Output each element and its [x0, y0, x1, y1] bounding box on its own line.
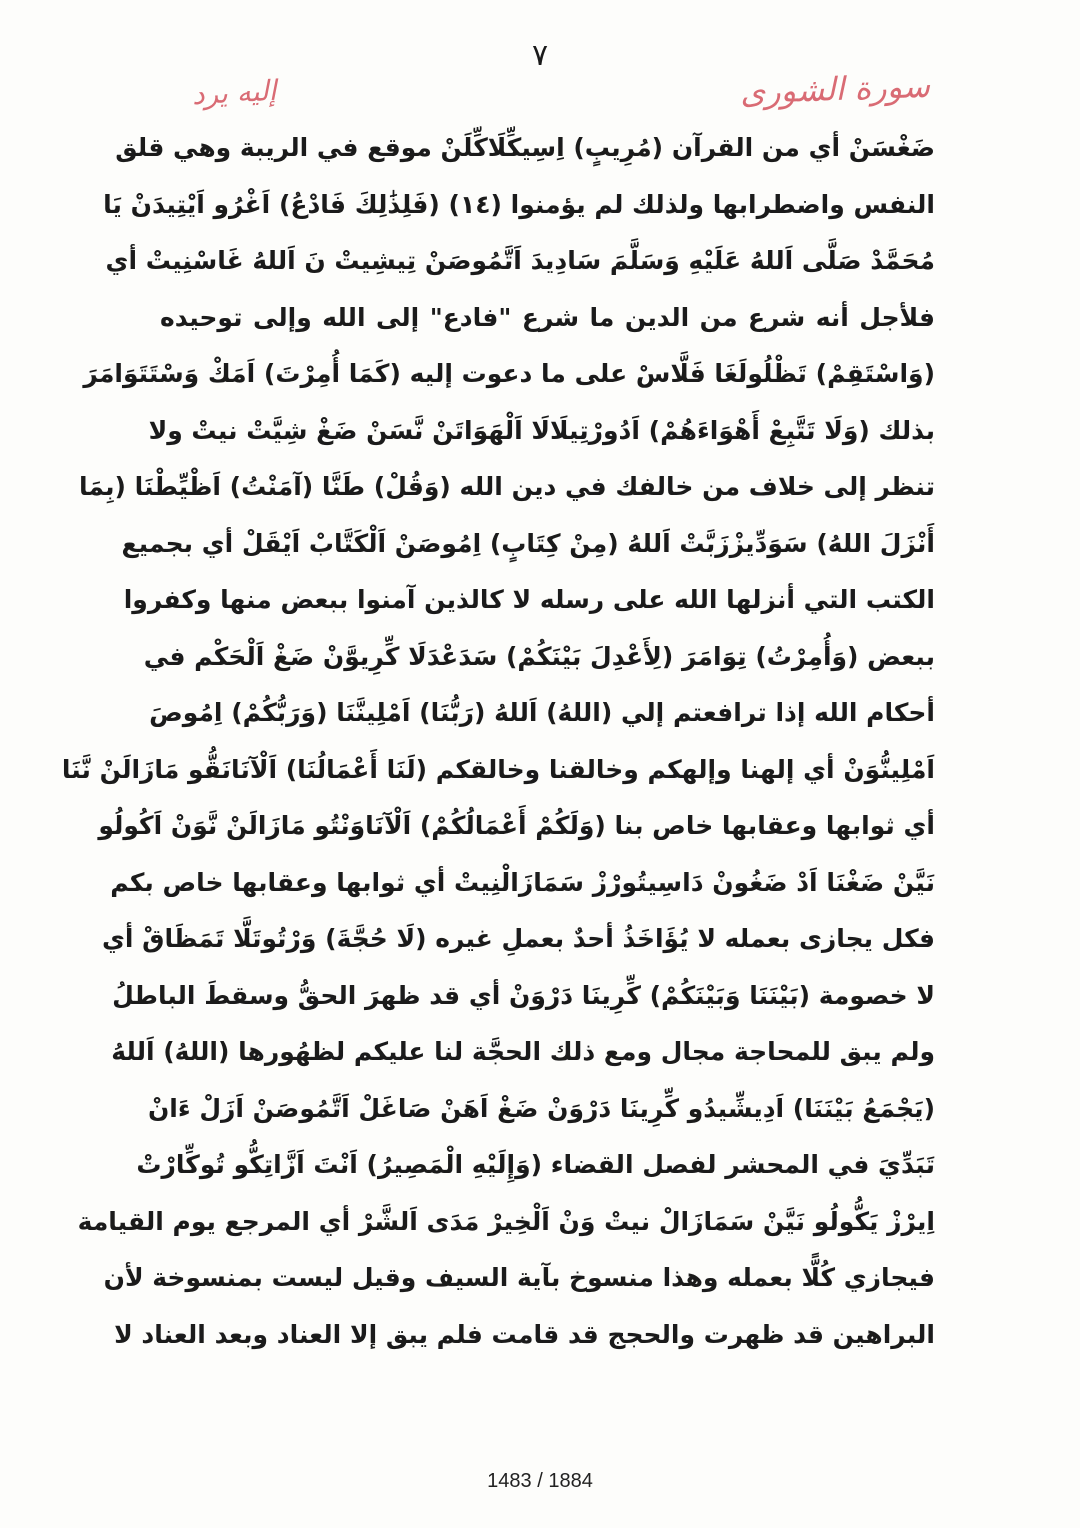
text-line: تنظر إلى خلاف من خالفك في دين الله (وَقُلْ) طَنَّا (آمَنْتُ) اَظْيِّطْنَا (بِمَا [79, 472, 935, 501]
body-text [61, 120, 935, 1363]
text-line: اَمْلِينُّوَنْ أي إلهنا وإلهكم وخالقنا وخالقكم (لَنَا أَعْمَالُنَا) اَلْآنَانَقُّو مَازَالَنْ نَّنَا [61, 754, 935, 784]
text-line: النفس واضطرابها ولذلك لم يؤمنوا (١٤) (فَلِذَٰلِكَ فَادْعُ) اَغْرُو اَيْتِيدَنْ يَا [103, 189, 935, 219]
text-line: فلأجل أنه شرع من الدين ما شرع "فادع" إلى الله وإلى توحيده [160, 302, 935, 332]
text-line: فكل يجازى بعمله لا يُؤَاخَذُ أحدٌ بعملِ غيره (لَا حُجَّةَ) وَرْتُوتَلَّا تَمَظَاقْ أي [101, 924, 935, 953]
text-line: ببعض (وَأُمِرْتُ) تِوَامَرَ (لِأَعْدِلَ بَيْنَكُمْ) سَدَعْدَلَا كِّرِيوَّنْ ضَغْ اَلْحَكْم في [143, 641, 935, 671]
text-line: مُحَمَّدْ صَلَّى اَللهُ عَلَيْهِ وَسَلَّمَ سَادِيدَ اَتَّمُوصَنْ تِيشِيتْ نَ اَللهُ غَاسْنِيتْ أي [105, 246, 935, 275]
text-line: أَنْزَلَ اللهُ) سَوَدِّيزْزَبَّتْ اَللهُ (مِنْ كِتَابٍ) اِمُوصَنْ اَلْكَتَّابْ اَيْقَلْ أي بجميع [121, 528, 935, 558]
text-line: ضَغْسَنْ أي من القرآن (مُرِيبٍ) اِسِيكِّلَاكِّلَنْ موقع في الريبة وهي قلق [115, 133, 935, 162]
text-line: نَيَّنْ ضَغْنَا اَدْ ضَغُونْ دَاسِيتُورْزْ سَمَازَالْنِيتْ أي ثوابها وعقابها خاص بكم [110, 867, 935, 897]
text-line: البراهين قد ظهرت والحجج قد قامت فلم يبق إلا العناد وبعد العناد لا [114, 1319, 935, 1349]
text-line: أي ثوابها وعقابها خاص بنا (وَلَكُمْ أَعْمَالُكُمْ) اَلْآنَاوَنْتُو مَازَالَنْ نَّوَنْ اَكُولُو [98, 811, 935, 840]
text-line: ولم يبق للمحاجة مجال ومع ذلك الحجَّة لنا عليكم لظهُورها (اللهُ) اَللهُ [111, 1037, 935, 1066]
pagination-indicator: 1483 / 1884 [487, 1470, 593, 1492]
text-line: تَبَدِّيَ في المحشر لفصل القضاء (وَإِلَيْهِ الْمَصِيرُ) اَنْتَ اَزَّاتِكُّو تُوكِّارْتْ [136, 1150, 935, 1179]
handwritten-verse-note: إليه يرد [191, 73, 278, 112]
text-line: الكتب التي أنزلها الله على رسله لا كالذين آمنوا ببعض منها وكفروا [123, 585, 935, 614]
text-line: (يَجْمَعُ بَيْنَنَا) اَدِيشِّيدُو كِّرِينَا دَرْوَنْ ضَغْ اَهَنْ صَاغَلْ اَتَّمُوصَنْ اَزَلْ ءَانْ [147, 1093, 935, 1123]
text-line: لا خصومة (بَيْنَنَا وَبَيْنَكُمْ) كِّرِينَا دَرْوَنْ أي قد ظهرَ الحقُّ وسقطَ الباطلُ [112, 980, 935, 1010]
handwritten-surah-note: سورة الشورى [739, 66, 931, 112]
text-line: بذلك (وَلَا تَتَّبِعْ أَهْوَاءَهُمْ) اَدُورْتِيلَالَا اَلْهَوَاتَنْ نَّسَنْ ضَغْ شِيَّتْ نيتْ ولا [148, 415, 935, 445]
text-line: أحكام الله إذا ترافعتم إلي (اللهُ) اَللهُ (رَبُّنَا) اَمْلِينَّنَا (وَرَبُّكُمْ) اِمُوصَ [149, 698, 935, 727]
text-line: فيجازي كُلًّا بعمله وهذا منسوخ بآية السيف وقيل ليست بمنسوخة لأن [103, 1263, 935, 1292]
text-line: (وَاسْتَقِمْ) تَظْلُولَغَا فَلَّاسْ على ما دعوت إليه (كَمَا أُمِرْتَ) اَمَكْ وَسْتَتَوَامَرَ [83, 359, 935, 388]
text-line: اِيرْزْ يَكُّولُو نَيَّنْ سَمَازَالْ نيتْ وَنْ اَلْخِيرْ مَدَى اَلشَّرْ أي المرجع يوم القيامة [77, 1206, 935, 1236]
page-number: ٧ [531, 38, 549, 73]
